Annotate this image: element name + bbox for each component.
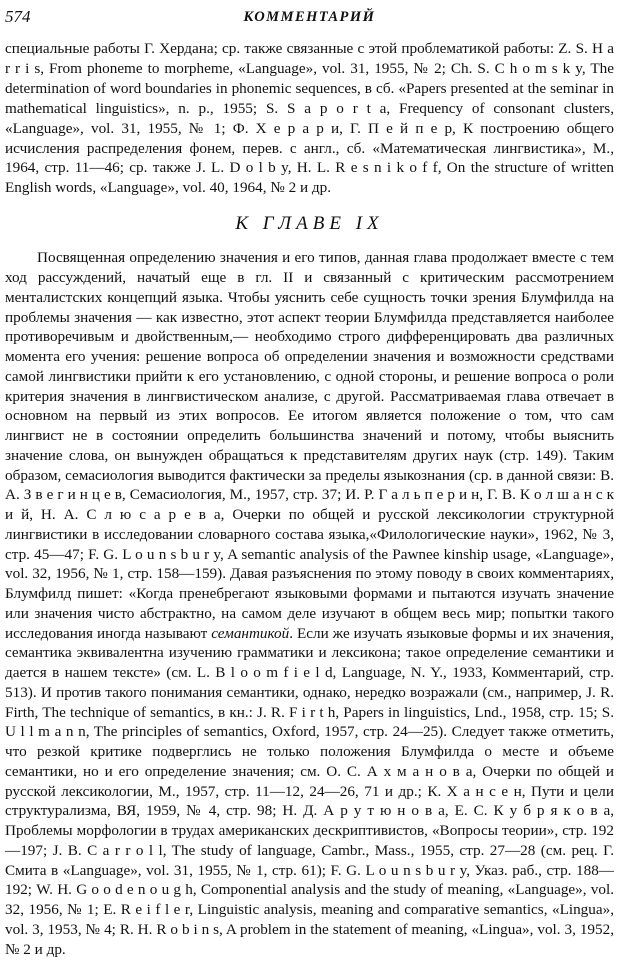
running-head-title: КОММЕНТАРИЙ — [243, 9, 376, 25]
main-paragraph-text-part-2: . Если же изучать языковые формы и их значения, семантика эквивалентна изучению грамматики и лексикона; такое определение семантики и дается в нашем тексте» (см. L. B l o o m f i e l d, Language, N. Y., 1933, Комментарий, стр. 513). И против такого понимания семантики, однако, нередко возражали (см., например, J. R. Firth, The technique of semantics, в кн.: J. R. F i r t h, Papers in linguistics, Lnd., 1958, стр. 15; S. U l l m a n n, The principles of semantics, Oxford, 1957, стр. 24—25). Следует также отметить, что резкой критике подверглись не только положения Блумфилда о месте и объеме семантики, но и его определение значения; см. О. С. А х м а н о в а, Очерки по общей и русской лексикологии, М., 1957, стр. 11—12, 24—26, 71 и др.; К. Х а н с е н, Пути и цели структурализма, ВЯ, 1959, № 4, стр. 98; Н. Д. А р у т ю н о в а, Е. С. К у б р я к о в а, Проблемы морфологии в трудах американских дескриптивистов, «Вопросы теории», стр. 192—197; J. B. C a r r o l l, The study of language, Cambr., Mass., 1955, стр. 27—28 (см. рец. Г. Смита в «Language», vol. 31, 1955, № 1, стр. 61); F. G. L o u n s b u r y, Указ. раб., стр. 188—192; W. H. G o o d e n o u g h, Componential analysis and the study of meaning, «Language», vol. 32, 1956, № 1; E. R e i f l e r, Linguistic analysis, meaning and comparative semantics, «Lingua», vol. 3, 1953, № 4; R. H. R o b i n s, A problem in the statement of meaning, «Lingua», vol. 3, 1952, № 2 и др. — [5, 624, 614, 958]
running-head — [5, 6, 614, 28]
continuation-paragraph: специальные работы Г. Хердана; ср. также связанные с этой проблематикой работы: Z. S. H a r r i s, From phoneme to morpheme, «Language», vol. 31, 1955, № 2; Ch. S. C h o m s k y, The determination of word boundaries in phonemic sequences, в сб. «Papers presented at the seminar in mathematical linguistics», n. p., 1955; S. S a p o r t a, Frequency of consonant clusters, «Language», vol. 31, 1955, № 1; Ф. Х е р а р и, Г. П е й п е р, К построению общего исчисления распределения фонем, перев. с англ., сб. «Математическая лингвистика», М., 1964, стр. 11—46; ср. также J. L. D o l b y, H. L. R e s n i k o f f, On the structure of written English words, «Language», vol. 40, 1964, № 2 и др. — [5, 40, 614, 197]
page-number: 574 — [5, 7, 31, 26]
main-paragraph-text-part-1: Посвященная определению значения и его типов, данная глава продолжает вместе с тем ход рассуждений, начатый еще в гл. II и связанный с критическим рассмотрением менталистских концепций языка. Чтобы уяснить себе сущность точки зрения Блумфилда на проблемы значения — как известно, этот аспект теории Блумфилда представляется наиболее противоречивым и двойственным,— необходимо строго дифференцировать два различных момента его учения: решение вопроса об определении значения и возможности средствами самой лингвистики прийти к его установлению, с одной стороны, и решение вопроса о роли критерия значения в лингвистическом анализе, с другой. Рассматриваемая глава отвечает в основном на первый из этих вопросов. Ее итогом является положение о том, что сам лингвист не в состоянии определить большинства значений и потому, чтобы выяснить значение слова, он вынужден обращаться к представителям других наук (стр. 149). Таким образом, семасиология выводится фактически за пределы языкознания (ср. в данной связи: В. А. З в е г и н ц е в, Семасиология, М., 1957, стр. 37; И. Р. Г а л ь п е р и н, Г. В. К о л ш а н с к и й, Н. А. С л ю с а р е в а, Очерки по общей и русской лексикологии структурной лингвистики в исследовании словарного состава языка,«Филологические науки», 1962, № 3, стр. 45—47; F. G. L o u n s b u r y, A semantic analysis of the Pawnee kinship usage, «Language», vol. 32, 1956, № 1, стр. 158—159). Давая разъяснения по этому поводу в своих комментариях, Блумфилд пишет: «Когда пренебрегают языковыми формами и пытаются изучать значение или значения чисто абстрактно, на самом деле изучают в общем весь мир; попытки такого исследования иногда называют — [5, 249, 614, 642]
emphasized-term: семантикой — [211, 624, 290, 642]
chapter-heading: К ГЛАВЕ IX — [235, 213, 384, 235]
main-paragraph — [5, 248, 614, 959]
